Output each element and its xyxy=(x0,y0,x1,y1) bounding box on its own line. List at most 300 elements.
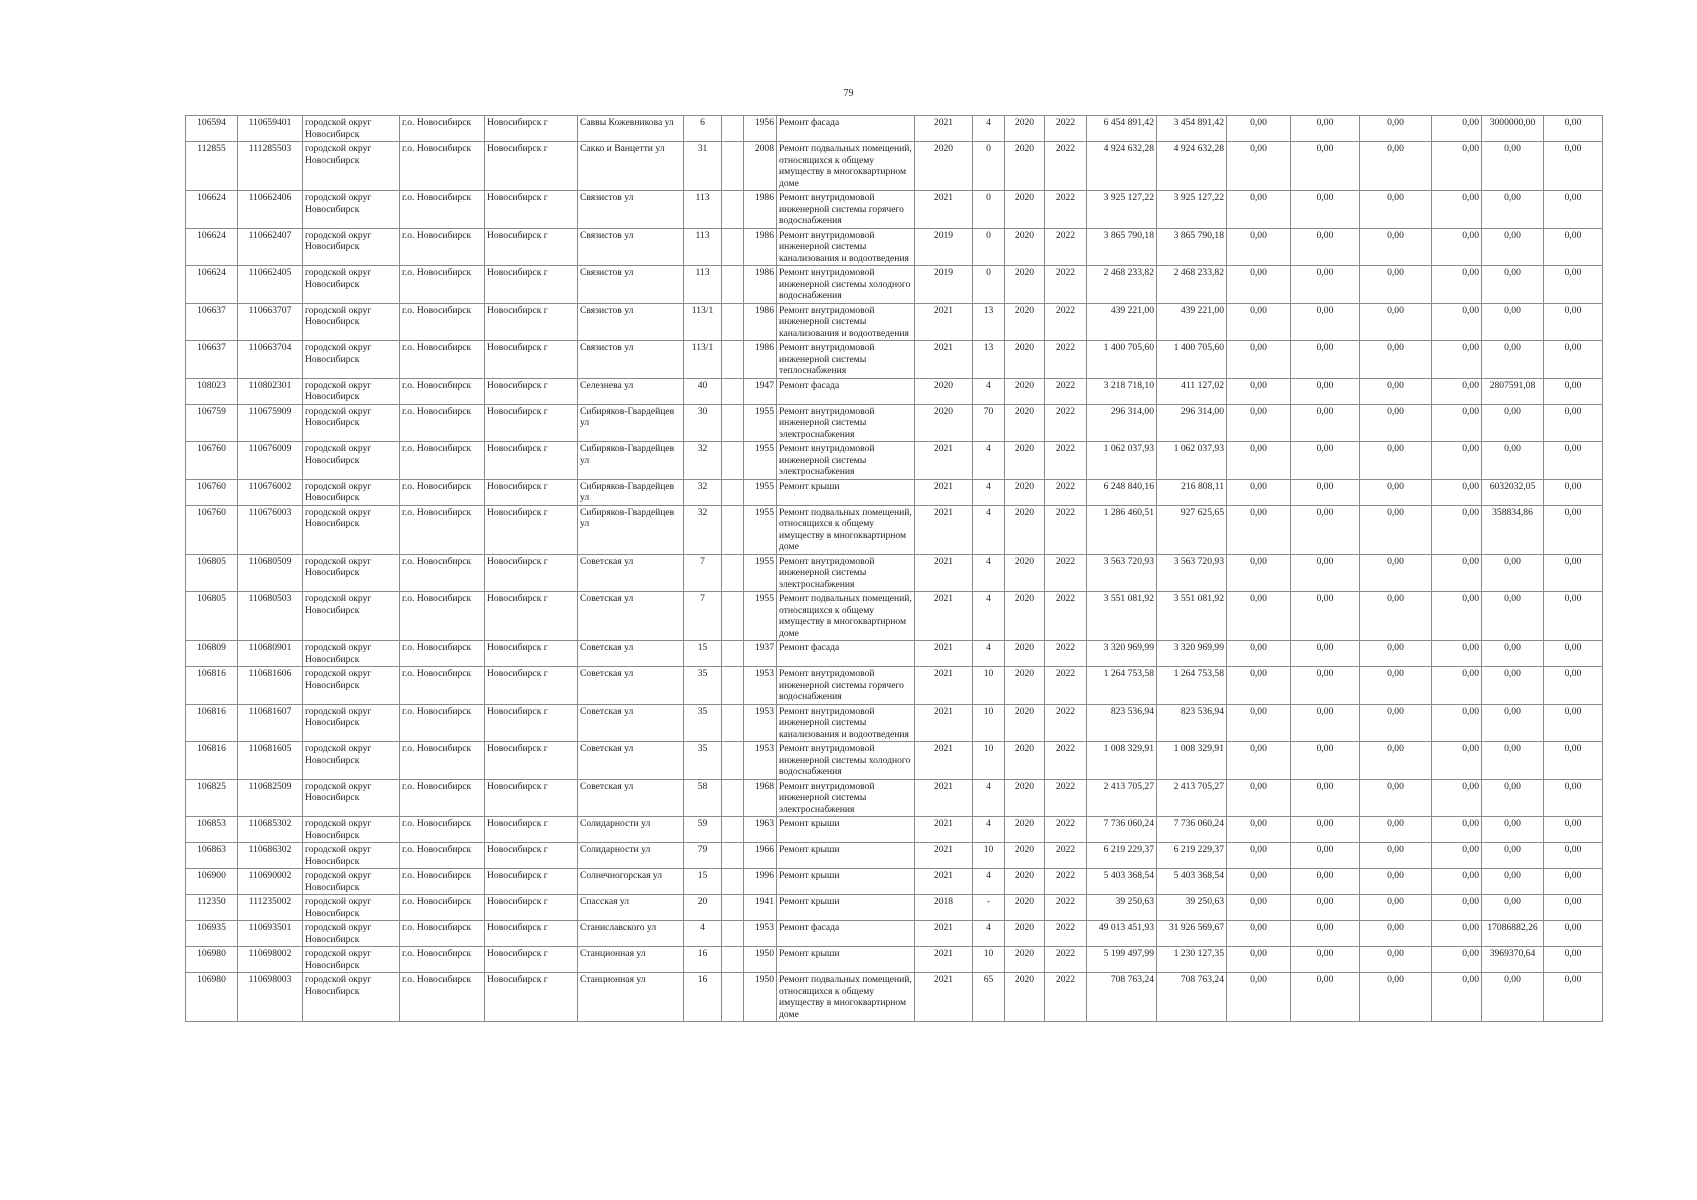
cell-work-id: 110676002 xyxy=(238,479,303,505)
cell-city: Новосибирск г xyxy=(485,869,578,895)
cell-last-overhaul-year: 2021 xyxy=(915,341,973,379)
cell-fund-cost: 3 925 127,22 xyxy=(1157,191,1227,229)
cell-city: Новосибирск г xyxy=(485,921,578,947)
cell-house-id: 106816 xyxy=(186,667,238,705)
cell-house-number: 113 xyxy=(684,266,722,304)
cell-work-type: Ремонт крыши xyxy=(777,869,915,895)
cell-last-overhaul-year: 2018 xyxy=(915,895,973,921)
cell-building xyxy=(722,228,744,266)
cell-federal-funds: 0,00 xyxy=(1227,116,1291,142)
cell-municipality: городской округ Новосибирск xyxy=(303,341,400,379)
cell-city: Новосибирск г xyxy=(485,641,578,667)
cell-other-funds: 0,00 xyxy=(1432,895,1482,921)
cell-wear-percent: 4 xyxy=(973,116,1005,142)
cell-last-overhaul-year: 2019 xyxy=(915,266,973,304)
cell-house-id: 106760 xyxy=(186,479,238,505)
cell-federal-funds: 0,00 xyxy=(1227,142,1291,191)
cell-owner-funds: 0,00 xyxy=(1482,667,1544,705)
cell-fund-cost: 6 219 229,37 xyxy=(1157,843,1227,869)
cell-other-funds: 0,00 xyxy=(1432,869,1482,895)
cell-work-id: 110680901 xyxy=(238,641,303,667)
cell-other-funds: 0,00 xyxy=(1432,142,1482,191)
cell-period-end: 2022 xyxy=(1045,667,1087,705)
cell-last-overhaul-year: 2021 xyxy=(915,116,973,142)
cell-owner-funds: 17086882,26 xyxy=(1482,921,1544,947)
cell-federal-funds: 0,00 xyxy=(1227,742,1291,780)
cell-last-overhaul-year: 2021 xyxy=(915,947,973,973)
cell-wear-percent: - xyxy=(973,895,1005,921)
cell-fund-cost: 3 865 790,18 xyxy=(1157,228,1227,266)
cell-wear-percent: 4 xyxy=(973,817,1005,843)
cell-owner-funds: 0,00 xyxy=(1482,973,1544,1022)
cell-street: Советская ул xyxy=(578,742,684,780)
cell-total-cost: 3 925 127,22 xyxy=(1087,191,1157,229)
cell-regional-funds: 0,00 xyxy=(1291,667,1360,705)
cell-building xyxy=(722,266,744,304)
cell-period-start: 2020 xyxy=(1005,704,1045,742)
cell-work-id: 110659401 xyxy=(238,116,303,142)
cell-regional-funds: 0,00 xyxy=(1291,266,1360,304)
cell-city: Новосибирск г xyxy=(485,142,578,191)
cell-house-number: 15 xyxy=(684,641,722,667)
cell-extra-funds: 0,00 xyxy=(1544,266,1603,304)
cell-extra-funds: 0,00 xyxy=(1544,742,1603,780)
cell-local-funds: 0,00 xyxy=(1360,667,1432,705)
cell-building xyxy=(722,404,744,442)
cell-federal-funds: 0,00 xyxy=(1227,817,1291,843)
cell-total-cost: 5 403 368,54 xyxy=(1087,869,1157,895)
cell-other-funds: 0,00 xyxy=(1432,228,1482,266)
cell-period-start: 2020 xyxy=(1005,116,1045,142)
cell-district: г.о. Новосибирск xyxy=(400,641,485,667)
cell-period-start: 2020 xyxy=(1005,303,1045,341)
cell-street: Советская ул xyxy=(578,779,684,817)
cell-owner-funds: 0,00 xyxy=(1482,266,1544,304)
cell-municipality: городской округ Новосибирск xyxy=(303,116,400,142)
cell-other-funds: 0,00 xyxy=(1432,554,1482,592)
cell-work-id: 110663707 xyxy=(238,303,303,341)
cell-city: Новосибирск г xyxy=(485,895,578,921)
cell-period-end: 2022 xyxy=(1045,378,1087,404)
table-row xyxy=(186,116,1603,142)
cell-period-end: 2022 xyxy=(1045,973,1087,1022)
table-row xyxy=(186,704,1603,742)
cell-fund-cost: 216 808,11 xyxy=(1157,479,1227,505)
cell-wear-percent: 65 xyxy=(973,973,1005,1022)
cell-year-built: 1955 xyxy=(744,554,777,592)
table-row xyxy=(186,554,1603,592)
cell-other-funds: 0,00 xyxy=(1432,779,1482,817)
cell-work-id: 110698002 xyxy=(238,947,303,973)
cell-district: г.о. Новосибирск xyxy=(400,378,485,404)
page-number: 79 xyxy=(843,88,854,99)
cell-other-funds: 0,00 xyxy=(1432,505,1482,554)
cell-year-built: 1996 xyxy=(744,869,777,895)
cell-work-id: 110802301 xyxy=(238,378,303,404)
cell-local-funds: 0,00 xyxy=(1360,592,1432,641)
table-row xyxy=(186,341,1603,379)
cell-period-end: 2022 xyxy=(1045,947,1087,973)
cell-extra-funds: 0,00 xyxy=(1544,704,1603,742)
cell-last-overhaul-year: 2020 xyxy=(915,404,973,442)
cell-work-type: Ремонт фасада xyxy=(777,641,915,667)
cell-total-cost: 439 221,00 xyxy=(1087,303,1157,341)
cell-local-funds: 0,00 xyxy=(1360,779,1432,817)
cell-house-id: 106760 xyxy=(186,442,238,480)
cell-district: г.о. Новосибирск xyxy=(400,947,485,973)
cell-building xyxy=(722,742,744,780)
cell-work-id: 110693501 xyxy=(238,921,303,947)
cell-local-funds: 0,00 xyxy=(1360,742,1432,780)
cell-street: Связистов ул xyxy=(578,228,684,266)
cell-total-cost: 296 314,00 xyxy=(1087,404,1157,442)
cell-total-cost: 3 865 790,18 xyxy=(1087,228,1157,266)
cell-wear-percent: 4 xyxy=(973,869,1005,895)
cell-house-id: 108023 xyxy=(186,378,238,404)
cell-year-built: 1955 xyxy=(744,442,777,480)
cell-house-id: 106637 xyxy=(186,303,238,341)
cell-total-cost: 1 264 753,58 xyxy=(1087,667,1157,705)
cell-city: Новосибирск г xyxy=(485,442,578,480)
cell-district: г.о. Новосибирск xyxy=(400,869,485,895)
cell-regional-funds: 0,00 xyxy=(1291,191,1360,229)
cell-municipality: городской округ Новосибирск xyxy=(303,895,400,921)
cell-period-start: 2020 xyxy=(1005,947,1045,973)
cell-fund-cost: 3 454 891,42 xyxy=(1157,116,1227,142)
cell-last-overhaul-year: 2021 xyxy=(915,817,973,843)
cell-work-type: Ремонт крыши xyxy=(777,817,915,843)
cell-regional-funds: 0,00 xyxy=(1291,869,1360,895)
cell-house-id: 106935 xyxy=(186,921,238,947)
cell-last-overhaul-year: 2021 xyxy=(915,843,973,869)
cell-wear-percent: 10 xyxy=(973,947,1005,973)
cell-federal-funds: 0,00 xyxy=(1227,641,1291,667)
cell-year-built: 1953 xyxy=(744,667,777,705)
cell-work-type: Ремонт подвальных помещений, относящихся к общему имуществу в многоквартирном доме xyxy=(777,505,915,554)
cell-work-type: Ремонт внутридомовой инженерной системы электроснабжения xyxy=(777,779,915,817)
cell-wear-percent: 0 xyxy=(973,142,1005,191)
cell-regional-funds: 0,00 xyxy=(1291,973,1360,1022)
cell-period-start: 2020 xyxy=(1005,742,1045,780)
cell-city: Новосибирск г xyxy=(485,704,578,742)
cell-federal-funds: 0,00 xyxy=(1227,843,1291,869)
cell-house-number: 31 xyxy=(684,142,722,191)
cell-fund-cost: 39 250,63 xyxy=(1157,895,1227,921)
cell-federal-funds: 0,00 xyxy=(1227,341,1291,379)
cell-house-number: 30 xyxy=(684,404,722,442)
cell-municipality: городской округ Новосибирск xyxy=(303,191,400,229)
cell-street: Саввы Кожевникова ул xyxy=(578,116,684,142)
cell-work-type: Ремонт внутридомовой инженерной системы горячего водоснабжения xyxy=(777,667,915,705)
cell-period-end: 2022 xyxy=(1045,442,1087,480)
cell-building xyxy=(722,191,744,229)
cell-regional-funds: 0,00 xyxy=(1291,947,1360,973)
table-row xyxy=(186,442,1603,480)
cell-house-number: 32 xyxy=(684,505,722,554)
cell-fund-cost: 4 924 632,28 xyxy=(1157,142,1227,191)
cell-period-start: 2020 xyxy=(1005,779,1045,817)
cell-regional-funds: 0,00 xyxy=(1291,817,1360,843)
cell-work-type: Ремонт фасада xyxy=(777,378,915,404)
cell-federal-funds: 0,00 xyxy=(1227,667,1291,705)
cell-year-built: 1986 xyxy=(744,191,777,229)
cell-federal-funds: 0,00 xyxy=(1227,592,1291,641)
cell-local-funds: 0,00 xyxy=(1360,554,1432,592)
cell-last-overhaul-year: 2021 xyxy=(915,641,973,667)
cell-work-type: Ремонт внутридомовой инженерной системы канализования и водоотведения xyxy=(777,303,915,341)
cell-house-number: 40 xyxy=(684,378,722,404)
cell-building xyxy=(722,505,744,554)
cell-municipality: городской округ Новосибирск xyxy=(303,843,400,869)
cell-other-funds: 0,00 xyxy=(1432,973,1482,1022)
cell-house-number: 35 xyxy=(684,704,722,742)
cell-district: г.о. Новосибирск xyxy=(400,404,485,442)
cell-owner-funds: 0,00 xyxy=(1482,817,1544,843)
cell-fund-cost: 3 320 969,99 xyxy=(1157,641,1227,667)
cell-extra-funds: 0,00 xyxy=(1544,378,1603,404)
cell-extra-funds: 0,00 xyxy=(1544,921,1603,947)
cell-owner-funds: 0,00 xyxy=(1482,641,1544,667)
cell-fund-cost: 2 468 233,82 xyxy=(1157,266,1227,304)
cell-period-start: 2020 xyxy=(1005,378,1045,404)
cell-work-type: Ремонт внутридомовой инженерной системы теплоснабжения xyxy=(777,341,915,379)
cell-year-built: 1968 xyxy=(744,779,777,817)
cell-district: г.о. Новосибирск xyxy=(400,895,485,921)
cell-municipality: городской округ Новосибирск xyxy=(303,947,400,973)
cell-total-cost: 49 013 451,93 xyxy=(1087,921,1157,947)
cell-house-id: 106624 xyxy=(186,228,238,266)
cell-house-number: 113 xyxy=(684,191,722,229)
cell-municipality: городской округ Новосибирск xyxy=(303,554,400,592)
cell-municipality: городской округ Новосибирск xyxy=(303,442,400,480)
cell-owner-funds: 358834,86 xyxy=(1482,505,1544,554)
cell-federal-funds: 0,00 xyxy=(1227,505,1291,554)
cell-federal-funds: 0,00 xyxy=(1227,303,1291,341)
cell-regional-funds: 0,00 xyxy=(1291,228,1360,266)
cell-district: г.о. Новосибирск xyxy=(400,479,485,505)
cell-extra-funds: 0,00 xyxy=(1544,779,1603,817)
cell-federal-funds: 0,00 xyxy=(1227,704,1291,742)
cell-district: г.о. Новосибирск xyxy=(400,142,485,191)
cell-total-cost: 1 286 460,51 xyxy=(1087,505,1157,554)
cell-other-funds: 0,00 xyxy=(1432,116,1482,142)
cell-fund-cost: 439 221,00 xyxy=(1157,303,1227,341)
table-row xyxy=(186,779,1603,817)
cell-city: Новосибирск г xyxy=(485,228,578,266)
cell-house-number: 59 xyxy=(684,817,722,843)
cell-house-id: 106624 xyxy=(186,266,238,304)
cell-period-start: 2020 xyxy=(1005,592,1045,641)
cell-period-end: 2022 xyxy=(1045,641,1087,667)
cell-local-funds: 0,00 xyxy=(1360,641,1432,667)
cell-federal-funds: 0,00 xyxy=(1227,869,1291,895)
cell-local-funds: 0,00 xyxy=(1360,116,1432,142)
cell-house-id: 106805 xyxy=(186,554,238,592)
cell-district: г.о. Новосибирск xyxy=(400,921,485,947)
cell-street: Солидарности ул xyxy=(578,817,684,843)
cell-city: Новосибирск г xyxy=(485,973,578,1022)
cell-wear-percent: 4 xyxy=(973,378,1005,404)
cell-other-funds: 0,00 xyxy=(1432,843,1482,869)
cell-work-id: 110681606 xyxy=(238,667,303,705)
table-row xyxy=(186,921,1603,947)
cell-building xyxy=(722,704,744,742)
cell-last-overhaul-year: 2021 xyxy=(915,973,973,1022)
cell-municipality: городской округ Новосибирск xyxy=(303,921,400,947)
cell-local-funds: 0,00 xyxy=(1360,442,1432,480)
cell-local-funds: 0,00 xyxy=(1360,869,1432,895)
cell-period-end: 2022 xyxy=(1045,479,1087,505)
table-row xyxy=(186,641,1603,667)
cell-district: г.о. Новосибирск xyxy=(400,742,485,780)
cell-municipality: городской округ Новосибирск xyxy=(303,479,400,505)
cell-wear-percent: 4 xyxy=(973,554,1005,592)
cell-period-start: 2020 xyxy=(1005,817,1045,843)
cell-building xyxy=(722,341,744,379)
cell-work-id: 110681605 xyxy=(238,742,303,780)
cell-work-type: Ремонт крыши xyxy=(777,895,915,921)
cell-city: Новосибирск г xyxy=(485,191,578,229)
cell-city: Новосибирск г xyxy=(485,554,578,592)
cell-other-funds: 0,00 xyxy=(1432,341,1482,379)
cell-house-id: 106863 xyxy=(186,843,238,869)
cell-regional-funds: 0,00 xyxy=(1291,505,1360,554)
cell-local-funds: 0,00 xyxy=(1360,505,1432,554)
cell-owner-funds: 0,00 xyxy=(1482,895,1544,921)
cell-building xyxy=(722,921,744,947)
cell-house-number: 6 xyxy=(684,116,722,142)
cell-city: Новосибирск г xyxy=(485,116,578,142)
cell-total-cost: 3 563 720,93 xyxy=(1087,554,1157,592)
cell-federal-funds: 0,00 xyxy=(1227,191,1291,229)
cell-local-funds: 0,00 xyxy=(1360,228,1432,266)
cell-building xyxy=(722,479,744,505)
cell-local-funds: 0,00 xyxy=(1360,817,1432,843)
cell-total-cost: 708 763,24 xyxy=(1087,973,1157,1022)
cell-fund-cost: 1 400 705,60 xyxy=(1157,341,1227,379)
cell-period-start: 2020 xyxy=(1005,228,1045,266)
cell-municipality: городской округ Новосибирск xyxy=(303,817,400,843)
cell-extra-funds: 0,00 xyxy=(1544,404,1603,442)
table-row xyxy=(186,817,1603,843)
cell-district: г.о. Новосибирск xyxy=(400,592,485,641)
cell-house-number: 32 xyxy=(684,442,722,480)
cell-period-end: 2022 xyxy=(1045,895,1087,921)
cell-house-id: 112350 xyxy=(186,895,238,921)
cell-period-start: 2020 xyxy=(1005,973,1045,1022)
cell-district: г.о. Новосибирск xyxy=(400,266,485,304)
cell-house-number: 35 xyxy=(684,742,722,780)
cell-wear-percent: 4 xyxy=(973,779,1005,817)
cell-work-id: 110682509 xyxy=(238,779,303,817)
cell-last-overhaul-year: 2019 xyxy=(915,228,973,266)
cell-house-id: 106900 xyxy=(186,869,238,895)
cell-local-funds: 0,00 xyxy=(1360,973,1432,1022)
cell-house-number: 7 xyxy=(684,554,722,592)
cell-other-funds: 0,00 xyxy=(1432,704,1482,742)
cell-house-id: 106637 xyxy=(186,341,238,379)
cell-period-end: 2022 xyxy=(1045,228,1087,266)
cell-building xyxy=(722,817,744,843)
cell-building xyxy=(722,116,744,142)
cell-total-cost: 7 736 060,24 xyxy=(1087,817,1157,843)
cell-period-end: 2022 xyxy=(1045,554,1087,592)
cell-period-end: 2022 xyxy=(1045,404,1087,442)
cell-last-overhaul-year: 2021 xyxy=(915,303,973,341)
cell-work-id: 110662405 xyxy=(238,266,303,304)
cell-regional-funds: 0,00 xyxy=(1291,142,1360,191)
cell-federal-funds: 0,00 xyxy=(1227,442,1291,480)
cell-house-id: 106809 xyxy=(186,641,238,667)
cell-municipality: городской округ Новосибирск xyxy=(303,742,400,780)
table-row xyxy=(186,973,1603,1022)
cell-period-start: 2020 xyxy=(1005,843,1045,869)
cell-fund-cost: 296 314,00 xyxy=(1157,404,1227,442)
table-row xyxy=(186,947,1603,973)
cell-city: Новосибирск г xyxy=(485,404,578,442)
cell-house-id: 106624 xyxy=(186,191,238,229)
cell-federal-funds: 0,00 xyxy=(1227,228,1291,266)
table-row xyxy=(186,895,1603,921)
cell-house-number: 16 xyxy=(684,973,722,1022)
cell-district: г.о. Новосибирск xyxy=(400,973,485,1022)
cell-year-built: 1950 xyxy=(744,947,777,973)
cell-federal-funds: 0,00 xyxy=(1227,947,1291,973)
cell-street: Советская ул xyxy=(578,592,684,641)
cell-street: Советская ул xyxy=(578,641,684,667)
cell-wear-percent: 4 xyxy=(973,442,1005,480)
cell-year-built: 2008 xyxy=(744,142,777,191)
cell-local-funds: 0,00 xyxy=(1360,704,1432,742)
table-row xyxy=(186,191,1603,229)
cell-extra-funds: 0,00 xyxy=(1544,843,1603,869)
cell-other-funds: 0,00 xyxy=(1432,742,1482,780)
cell-municipality: городской округ Новосибирск xyxy=(303,779,400,817)
cell-federal-funds: 0,00 xyxy=(1227,895,1291,921)
cell-regional-funds: 0,00 xyxy=(1291,341,1360,379)
cell-regional-funds: 0,00 xyxy=(1291,554,1360,592)
cell-house-number: 32 xyxy=(684,479,722,505)
cell-other-funds: 0,00 xyxy=(1432,921,1482,947)
cell-federal-funds: 0,00 xyxy=(1227,479,1291,505)
cell-street: Сибиряков-Гвардейцев ул xyxy=(578,404,684,442)
cell-local-funds: 0,00 xyxy=(1360,303,1432,341)
cell-period-start: 2020 xyxy=(1005,505,1045,554)
repair-program-table xyxy=(185,115,1603,1022)
cell-street: Советская ул xyxy=(578,554,684,592)
cell-local-funds: 0,00 xyxy=(1360,378,1432,404)
cell-municipality: городской округ Новосибирск xyxy=(303,505,400,554)
cell-owner-funds: 0,00 xyxy=(1482,742,1544,780)
cell-city: Новосибирск г xyxy=(485,779,578,817)
cell-period-start: 2020 xyxy=(1005,641,1045,667)
cell-last-overhaul-year: 2021 xyxy=(915,442,973,480)
cell-work-id: 110680503 xyxy=(238,592,303,641)
cell-other-funds: 0,00 xyxy=(1432,667,1482,705)
cell-work-id: 110681607 xyxy=(238,704,303,742)
cell-extra-funds: 0,00 xyxy=(1544,341,1603,379)
cell-period-end: 2022 xyxy=(1045,817,1087,843)
cell-house-id: 106853 xyxy=(186,817,238,843)
cell-street: Селезнева ул xyxy=(578,378,684,404)
cell-municipality: городской округ Новосибирск xyxy=(303,228,400,266)
cell-period-start: 2020 xyxy=(1005,667,1045,705)
cell-regional-funds: 0,00 xyxy=(1291,641,1360,667)
cell-work-type: Ремонт крыши xyxy=(777,479,915,505)
cell-house-number: 16 xyxy=(684,947,722,973)
cell-other-funds: 0,00 xyxy=(1432,479,1482,505)
cell-street: Связистов ул xyxy=(578,303,684,341)
